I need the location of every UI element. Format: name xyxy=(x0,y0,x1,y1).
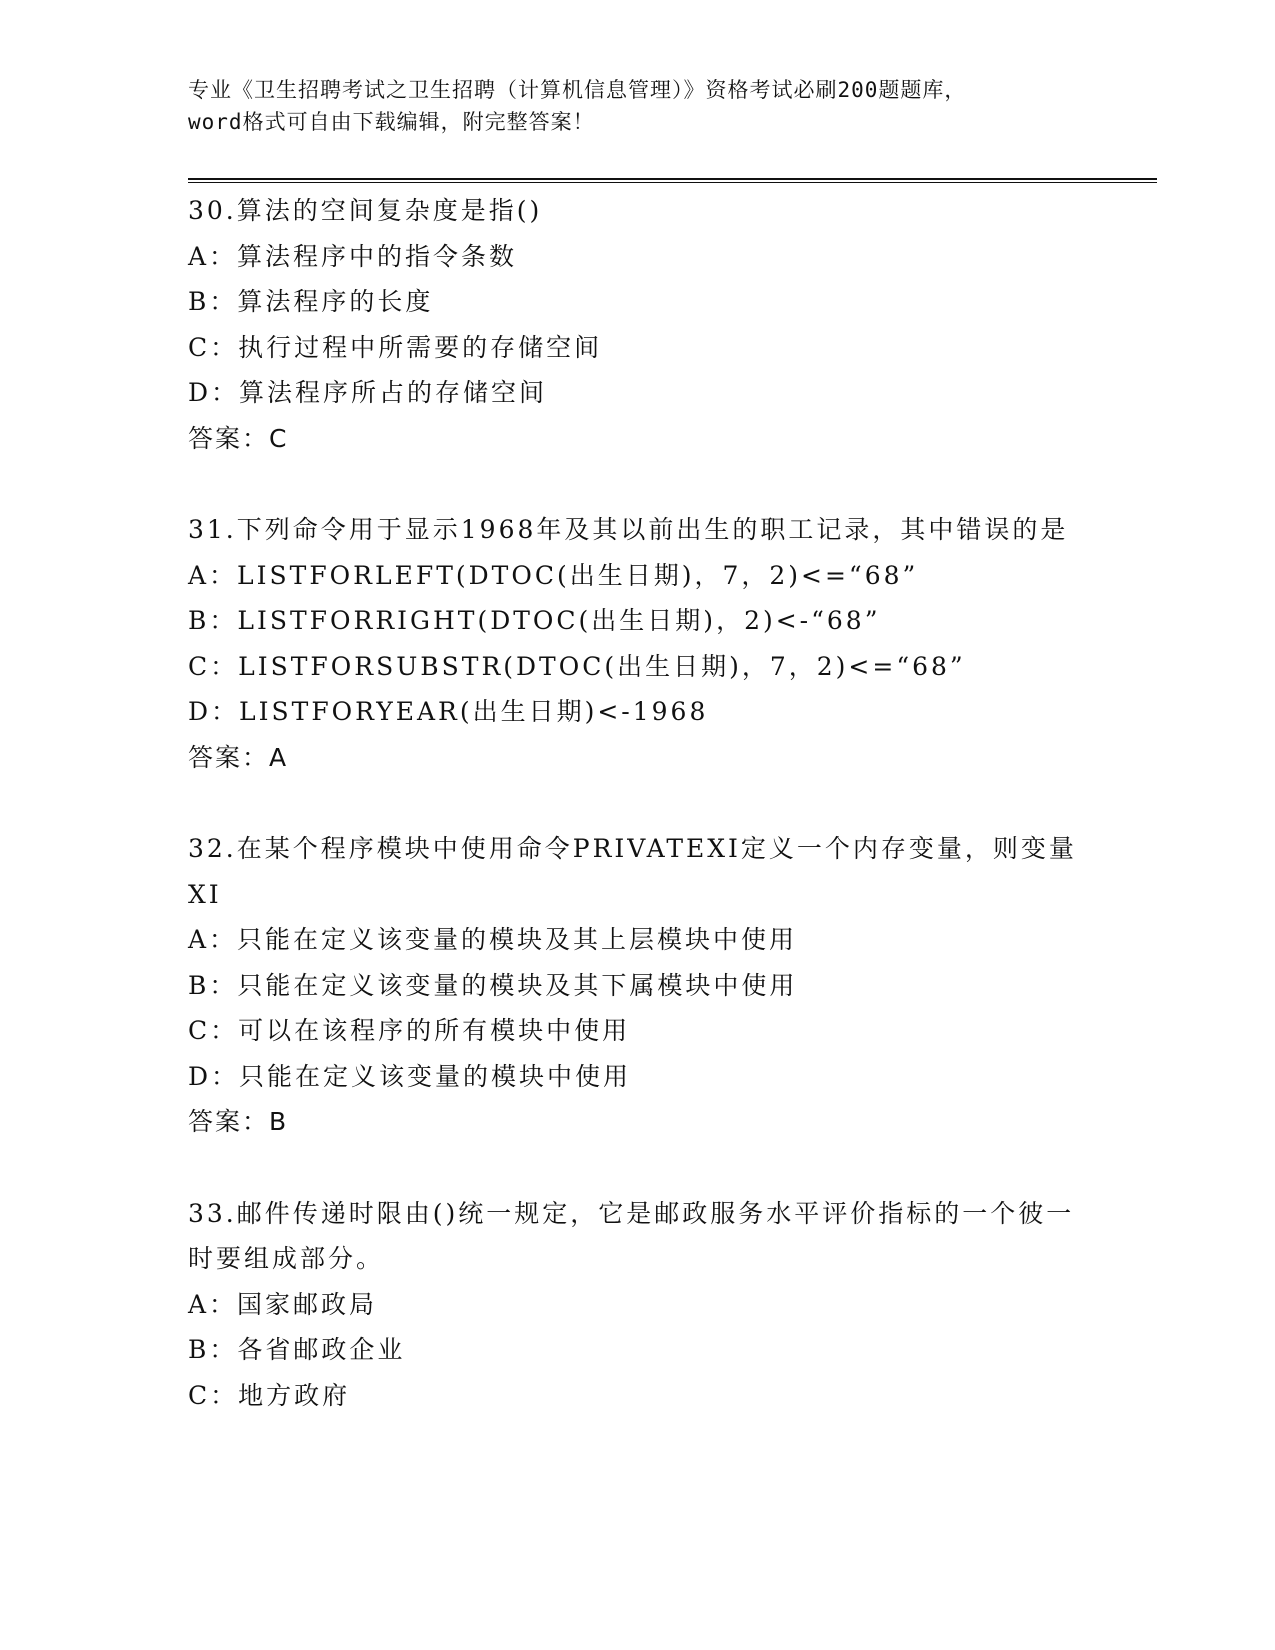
option-d: D：LISTFORYEAR(出生日期)<-1968 xyxy=(188,697,709,726)
option-b: B：LISTFORRIGHT(DTOC(出生日期)，2)<-“68” xyxy=(188,606,881,635)
option-a: A：国家邮政局 xyxy=(188,1289,378,1319)
option-a: A：LISTFORLEFT(DTOC(出生日期)，7，2)<=“68” xyxy=(188,560,919,590)
answer-line xyxy=(188,735,1088,781)
option-b: B：各省邮政企业 xyxy=(188,1335,406,1364)
option-a: A：算法程序中的指令条数 xyxy=(188,241,518,271)
option-d: D：算法程序所占的存储空间 xyxy=(188,378,548,407)
header-divider xyxy=(188,178,1157,183)
answer-value: A xyxy=(269,742,289,772)
answer-value: B xyxy=(269,1107,289,1136)
answer-line xyxy=(188,1099,1088,1145)
question-stem: 32.在某个程序模块中使用命令PRIVATEXI定义一个内存变量，则变量XI xyxy=(188,834,1077,909)
answer-label: 答案： xyxy=(188,742,270,772)
option-b: B：只能在定义该变量的模块及其下属模块中使用 xyxy=(188,970,798,1000)
document-header xyxy=(188,74,1088,138)
question-stem: 31.下列命令用于显示1968年及其以前出生的职工记录，其中错误的是 xyxy=(188,515,1069,544)
header-line-1: 专业《卫生招聘考试之卫生招聘（计算机信息管理）》资格考试必刷200题题库， xyxy=(188,78,967,102)
option-c: C：地方政府 xyxy=(188,1380,351,1410)
answer-value: C xyxy=(269,423,289,453)
option-d: D：只能在定义该变量的模块中使用 xyxy=(188,1061,632,1091)
option-c: C：可以在该程序的所有模块中使用 xyxy=(188,1016,631,1045)
option-c: C：执行过程中所需要的存储空间 xyxy=(188,332,603,362)
option-a: A：只能在定义该变量的模块及其上层模块中使用 xyxy=(188,925,798,954)
answer-label: 答案： xyxy=(188,1107,270,1136)
answer-label: 答案： xyxy=(188,423,270,453)
header-line-2: word格式可自由下载编辑，附完整答案！ xyxy=(188,110,595,134)
question-33 xyxy=(188,1191,1088,1419)
question-list xyxy=(188,188,1088,1464)
question-stem: 33.邮件传递时限由()统一规定，它是邮政服务水平评价指标的一个彼一时要组成部分。 xyxy=(188,1198,1075,1273)
option-b: B：算法程序的长度 xyxy=(188,287,434,316)
question-31 xyxy=(188,507,1088,780)
option-c: C：LISTFORSUBSTR(DTOC(出生日期)，7，2)<=“68” xyxy=(188,651,966,681)
answer-line xyxy=(188,416,1088,462)
question-stem: 30.算法的空间复杂度是指() xyxy=(188,196,543,225)
question-32 xyxy=(188,826,1088,1145)
question-30 xyxy=(188,188,1088,461)
